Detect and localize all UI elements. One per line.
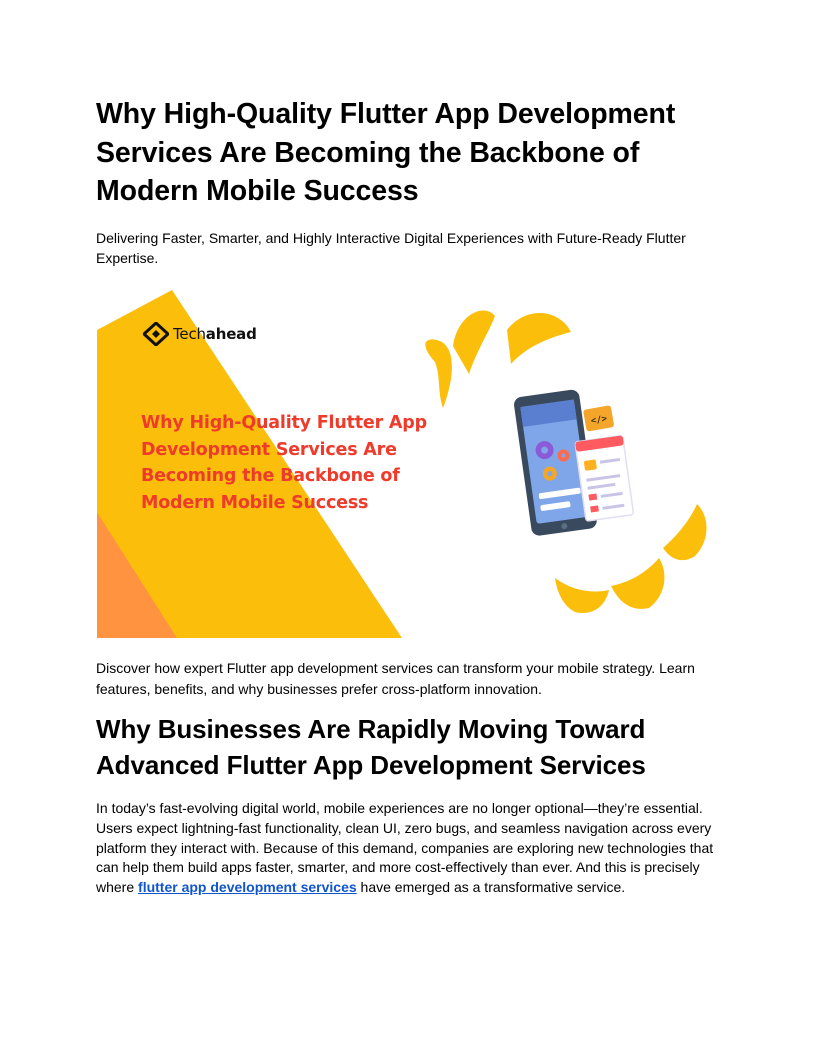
- code-window-illustration: [575, 435, 634, 521]
- intro-paragraph: Discover how expert Flutter app development services can transform your mobile strategy. Learn features, benefits, and why businesses prefer cross-platform innovation.: [96, 660, 695, 697]
- body-paragraph: [96, 799, 732, 898]
- body-text-before-link: In today’s fast-evolving digital world, mobile experiences are no longer optional—they’re essential. Users expect lightning-fast functionality, clean UI, zero bugs, and seamless navigation across every platform they interact with. Because of this demand, companies are exploring new technologies that can help them build apps faster, smarter, and more cost-effectively than ever. And this is precisely where: [96, 800, 714, 896]
- hero-banner-image: [97, 290, 713, 638]
- body-text-after-link: have emerged as a transformative service.: [356, 879, 626, 896]
- banner-heading: Why High-Quality Flutter App Development Services Are Becoming the Backbone of Modern Mobile Success: [141, 413, 427, 513]
- article-title: Why High-Quality Flutter App Development Services Are Becoming the Backbone of Modern Mobile Success: [96, 98, 676, 207]
- article-subtitle: Delivering Faster, Smarter, and Highly Interactive Digital Experiences with Future-Ready Flutter Expertise.: [96, 230, 686, 266]
- logo-text-suffix: ahead: [205, 325, 257, 343]
- svg-text:</>: </>: [590, 414, 608, 427]
- techahead-logo: [143, 322, 257, 346]
- flutter-services-link[interactable]: flutter app development services: [138, 879, 357, 896]
- section-heading: Why Businesses Are Rapidly Moving Toward Advanced Flutter App Development Services: [96, 714, 646, 780]
- techahead-logo-icon: [143, 322, 169, 346]
- logo-text-prefix: Tech: [173, 325, 206, 343]
- code-tag-badge: [583, 405, 614, 432]
- techahead-logo-text: [173, 325, 257, 343]
